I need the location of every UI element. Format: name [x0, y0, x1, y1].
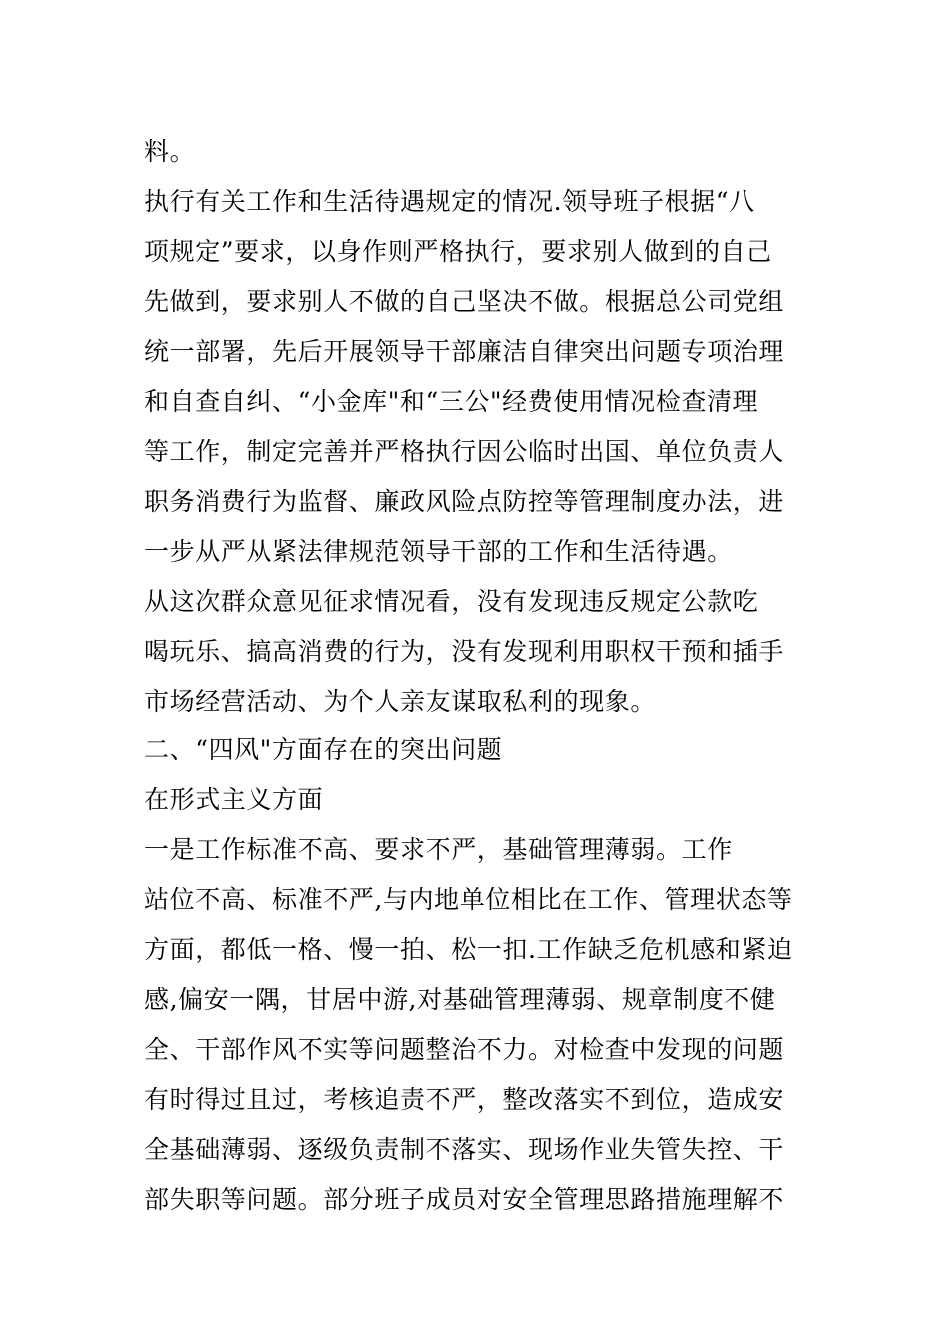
text-line: 等工作，制定完善并严格执行因公临时出国、单位负责人	[144, 437, 785, 466]
text-line: 从这次群众意见征求情况看，没有发现违反规定公款吃	[144, 587, 759, 616]
text-line: 职务消费行为监督、廉政风险点防控等管理制度办法，进	[144, 487, 785, 516]
text-line: 全、干部作风不实等问题整治不力。对检查中发现的问题	[144, 1035, 785, 1064]
text-line: 先做到，要求别人不做的自己坚决不做。根据总公司党组	[144, 287, 785, 316]
text-line: 感,偏安一隅，甘居中游,对基础管理薄弱、规章制度不健	[144, 985, 776, 1014]
text-line: 一是工作标准不高、要求不严，基础管理薄弱。工作	[144, 835, 733, 864]
text-line: 方面，都低一格、慢一拍、松一扣.工作缺乏危机感和紧迫	[144, 935, 793, 964]
text-line: 执行有关工作和生活待遇规定的情况.领导班子根据“八	[144, 187, 755, 216]
section-heading: 二、“四风"方面存在的突出问题	[144, 735, 503, 764]
text-line: 部失职等问题。部分班子成员对安全管理思路措施理解不	[144, 1185, 785, 1214]
text-line: 和自查自纠、“小金库"和“三公"经费使用情况检查清理	[144, 387, 759, 416]
text-line: 统一部署，先后开展领导干部廉洁自律突出问题专项治理	[144, 337, 785, 366]
text-line: 站位不高、标准不严,与内地单位相比在工作、管理状态等	[144, 885, 793, 914]
text-line: 料。	[144, 137, 196, 166]
text-line: 一步从严从紧法律规范领导干部的工作和生活待遇。	[144, 537, 733, 566]
text-line: 喝玩乐、搞高消费的行为，没有发现利用职权干预和插手	[144, 637, 785, 666]
text-line: 全基础薄弱、逐级负责制不落实、现场作业失管失控、干	[144, 1135, 785, 1164]
subsection-heading: 在形式主义方面	[144, 785, 324, 814]
text-line: 市场经营活动、为个人亲友谋取私利的现象。	[144, 687, 657, 716]
text-line: 有时得过且过，考核追责不严，整改落实不到位，造成安	[144, 1085, 785, 1114]
text-line: 项规定”要求，以身作则严格执行，要求别人做到的自己	[144, 237, 772, 266]
